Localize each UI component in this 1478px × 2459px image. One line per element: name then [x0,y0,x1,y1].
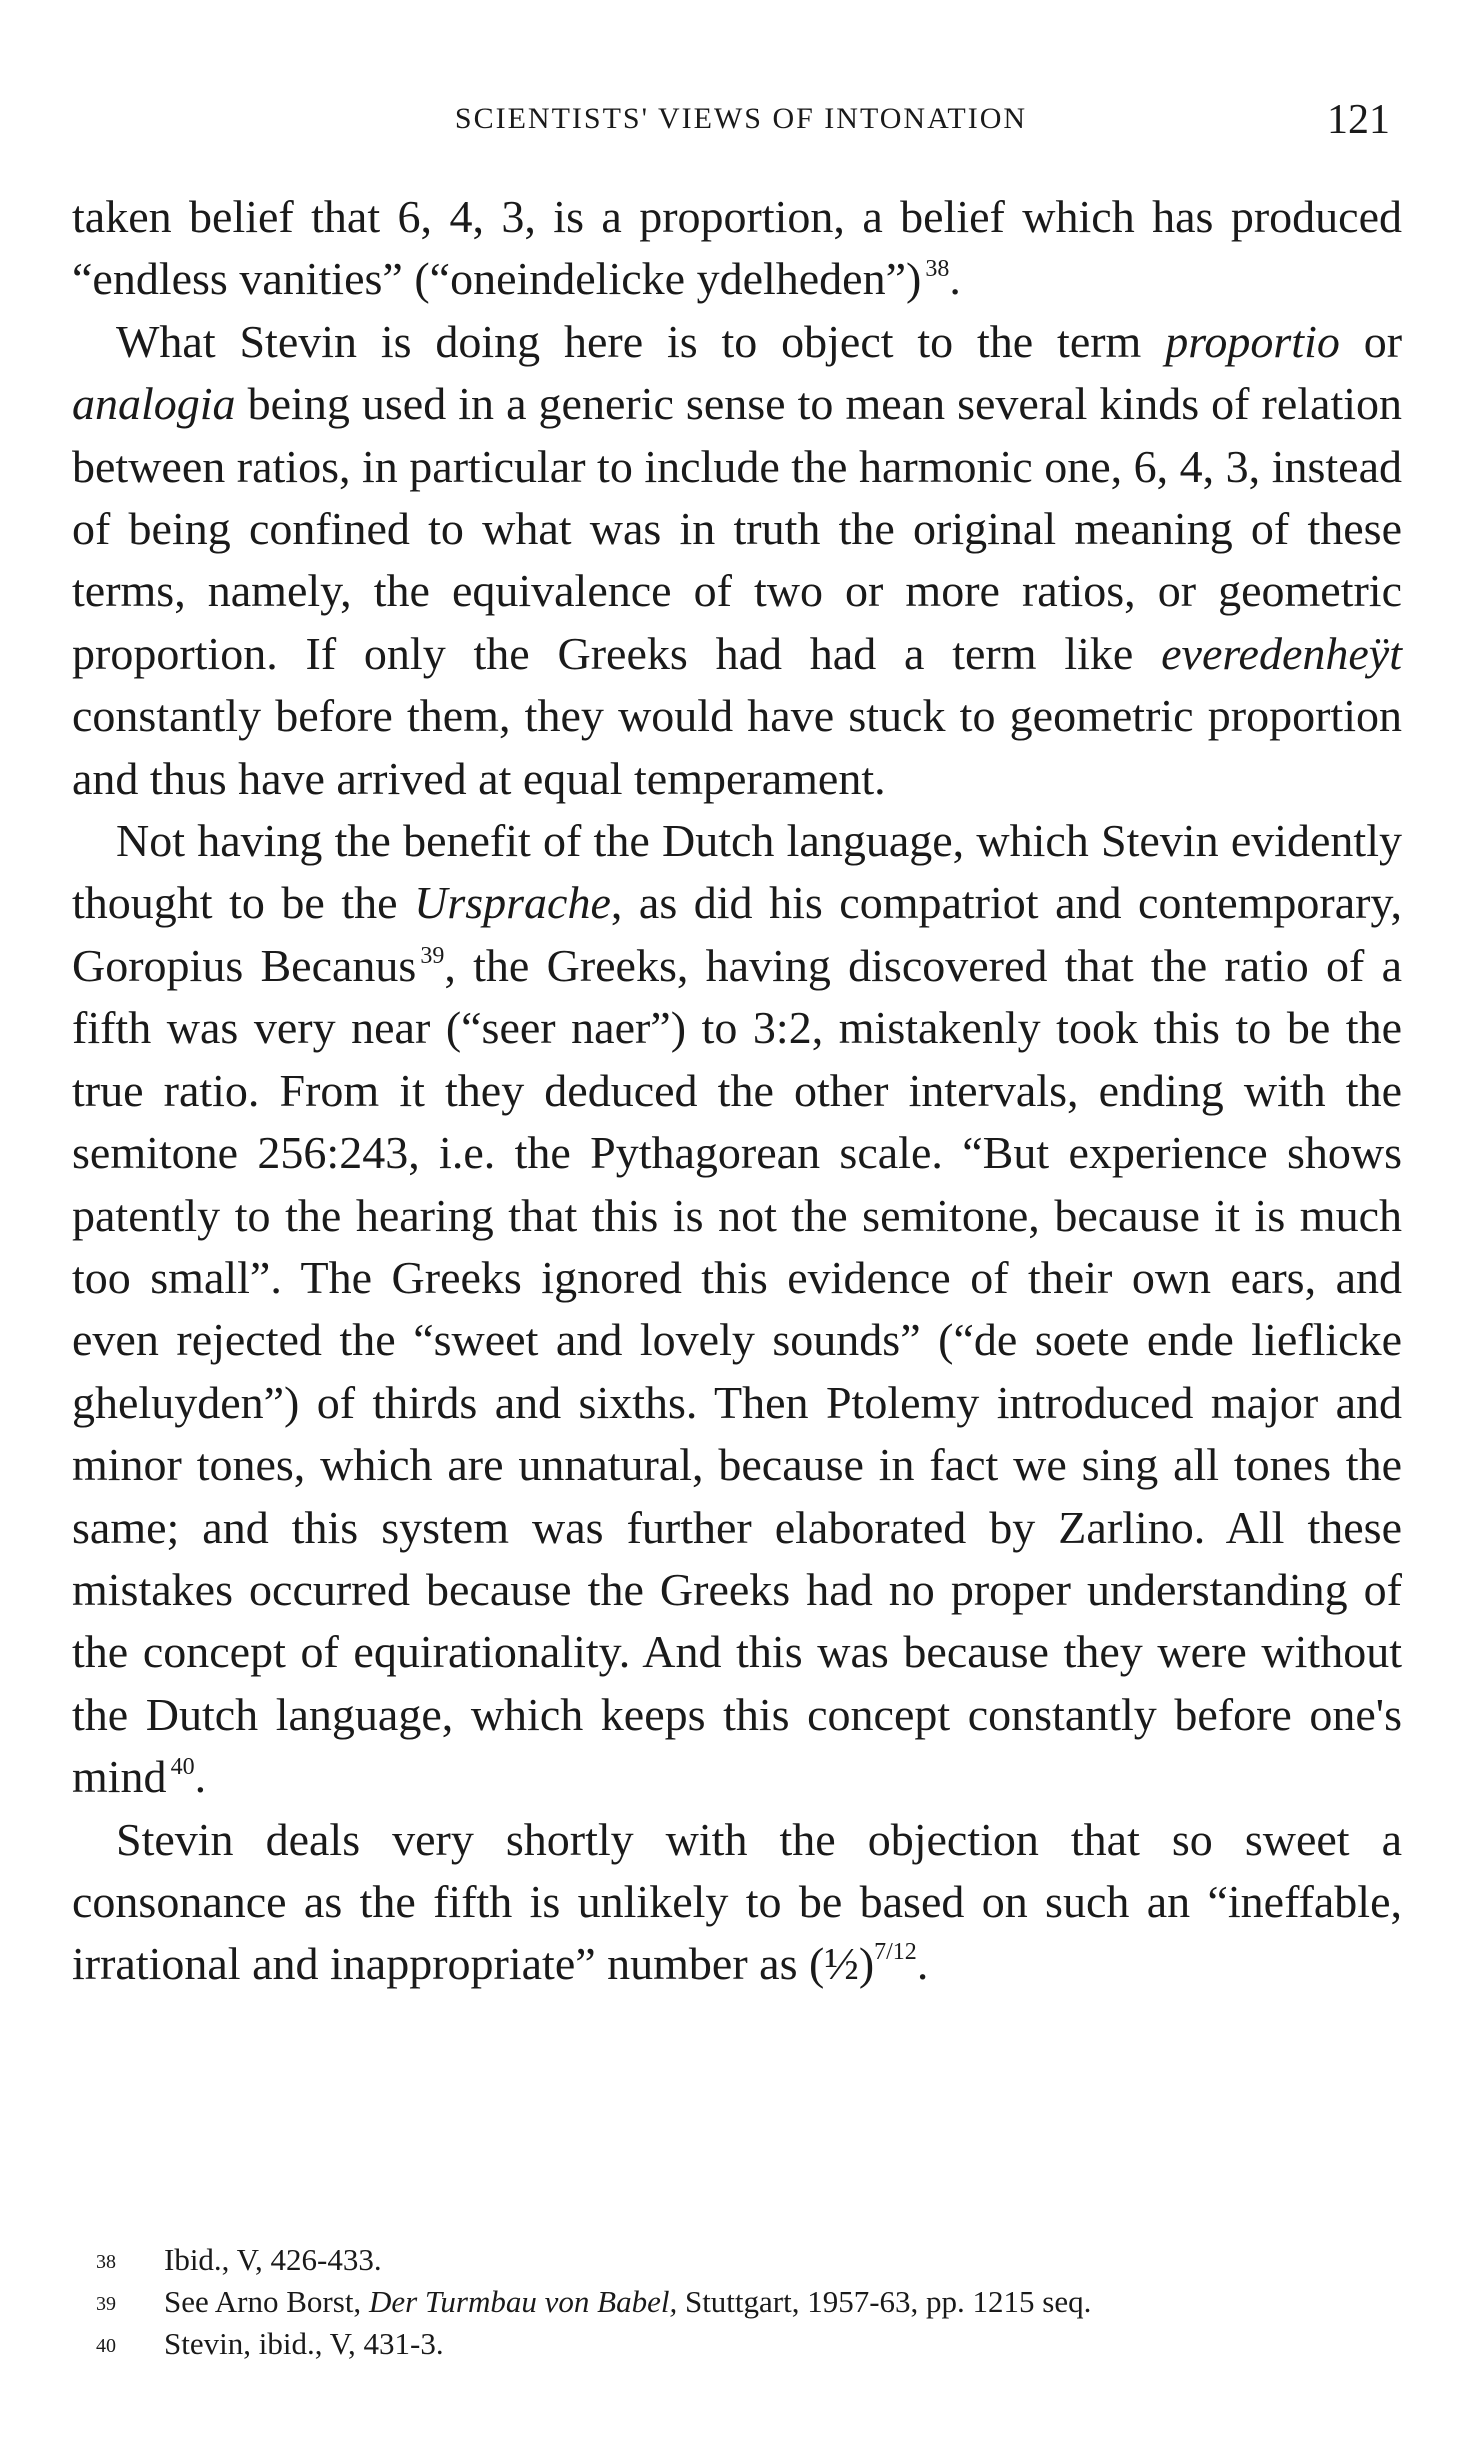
fraction-base: (½) [809,1938,875,1990]
text-run: constantly before them, they would have stuck to geometric proportion and thus have arrived at equal temperament. [72,690,1402,804]
text-run: . [916,1938,929,1990]
footnotes [96,2240,1376,2366]
main-text [72,186,1402,1996]
book-title: Der Turmbau von Babel, [368,2284,678,2319]
text-run: What Stevin is doing here is to object to the term [116,315,1142,367]
running-title: SCIENTISTS' VIEWS OF INTONATION [454,102,1028,135]
footnote-ref-39: 39 [420,942,445,969]
footnote-number: 39 [96,2293,116,2315]
text-run: . [949,253,961,305]
footnote-38 [96,2240,1376,2282]
page-header [76,96,1406,156]
text-run: or [1363,315,1403,367]
text-run: . [194,1751,207,1803]
footnote-text-run: See Arno Borst, [164,2284,369,2319]
footnote-number: 40 [96,2335,116,2357]
paragraph-2 [72,311,1402,810]
italic-term: everedenheÿt [1161,627,1403,679]
footnote-ref-38: 38 [925,256,950,283]
page-number: 121 [1327,97,1390,143]
footnote-ref-40: 40 [170,1754,195,1781]
footnote-number: 38 [96,2251,116,2273]
text-run: Not having the benefit of the Dutch language, which Stevin evidently thought to be the [72,815,1402,929]
paragraph-4 [72,1809,1402,1996]
text-run: , as did his compatriot and contemporary, Goropius Becanus [72,877,1403,991]
text-run: taken belief that 6, 4, 3, is a proportion, a belief which has produced “endless vanities” (“oneindelicke ydelheden”) [72,191,1402,305]
italic-term: proportio [1165,315,1340,367]
footnote-text: Ibid., V, 426-433. [164,2242,382,2277]
italic-term: analogia [72,378,236,430]
footnote-text-run: Stuttgart, 1957-63, pp. 1215 seq. [677,2284,1092,2319]
text-run: , the Greeks, having discovered that the ratio of a fifth was very near (“seer naer”) to 3:2, mistakenly took this to be the true ratio. From it they deduced the other intervals, ending with the semitone 256:243, i.e. the Pythagorean scale. “But experience shows patently to the hearing that this is not the semitone, because it is much too small”. The Greeks ignored this evidence of their own ears, and even rejected the “sweet and lovely sounds” (“de soete ende lieflicke gheluyden”) of thirds and sixths. Then Ptolemy introduced major and minor tones, which are unnatural, because in fact we sing all tones the same; and this system was further elaborated by Zarlino. All these mistakes occurred because the Greeks had no proper understanding of the concept of equirationality. And this was because they were without the Dutch language, which keeps this concept constantly before one's mind [72,939,1402,1803]
text-run: Stevin deals very shortly with the objection that so sweet a consonance as the fifth is unlikely to be based on such an “ineffable, irrational and inappropriate” number as [72,1813,1402,1990]
footnote-text: Stevin, ibid., V, 431-3. [164,2326,444,2361]
paragraph-3 [72,810,1402,1809]
fraction-expression [809,1938,917,1989]
paragraph-1 [72,186,1402,311]
footnote-text [164,2282,1091,2324]
footnote-40 [96,2324,1376,2366]
italic-term: Ursprache [414,877,611,929]
fraction-exponent: 7/12 [874,1939,917,1966]
text-run: being used in a generic sense to mean several kinds of relation between ratios, in particular to include the harmonic one, 6, 4, 3, instead of being confined to what was in truth the original meaning of these terms, namely, the equivalence of two or more ratios, or geometric proportion. If only the Greeks had had a term like [72,378,1403,679]
footnote-39 [96,2282,1376,2324]
